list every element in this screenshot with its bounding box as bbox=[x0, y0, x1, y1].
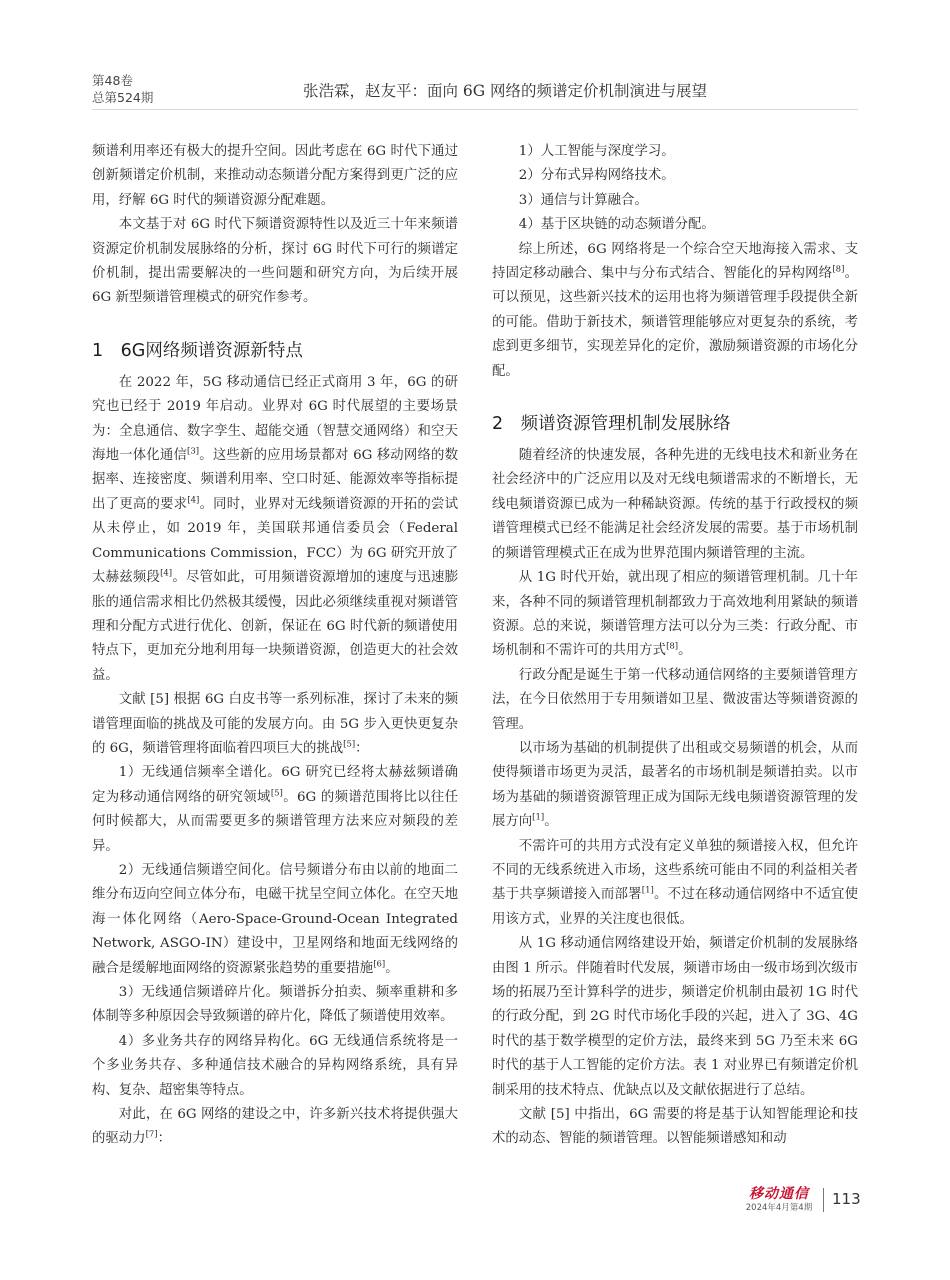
list-item: 4）多业务共存的网络异构化。6G 无线通信系统将是一个多业务共存、多种通信技术融合的异构网络系统，具有异构、复杂、超密集等特点。 bbox=[92, 1033, 458, 1098]
list-item bbox=[92, 761, 458, 859]
citation: [6] bbox=[373, 959, 386, 970]
section-heading-1: 1 6G网络频谱资源新特点 bbox=[92, 340, 303, 361]
text-span: 。 bbox=[385, 960, 399, 976]
text-span: 。 bbox=[678, 643, 692, 659]
paragraph bbox=[92, 371, 458, 688]
text-span: 在 2022 年，5G 移动通信已经正式商用 3 年，6G 的研究也已经于 2019 年启动。业界对 6G 时代展望的主要场景为：全息通信、数字孪生、超能交通（智慧交通网络）和空天海地一体化通信 bbox=[92, 374, 458, 464]
footer-divider bbox=[823, 1188, 824, 1212]
text-span: 1）无线通信频率全谱化。6G 研究已经将太赫兹频谱确定为移动通信网络的研究领域 bbox=[92, 765, 458, 805]
list-item: 4）基于区块链的动态频谱分配。 bbox=[518, 217, 715, 233]
text-span: 。同时，业界对无线频谱资源的开拓的尝试从未停止，如 2019 年，美国联邦通信委员会（Federal Communications Commission，FCC）为 6G 研究开放了太赫兹频段 bbox=[92, 496, 459, 586]
text-span: 。尽管如此，可用频谱资源增加的速度与迅速膨胀的通信需求相比仍然极其缓慢，因此必须继续重视对频谱管理和分配方式进行优化、创新，保证在 6G 时代新的频谱使用特点下，更加充分地利用每一块频谱资源，创造更大的社会效益。 bbox=[92, 570, 459, 683]
paragraph: 频谱利用率还有极大的提升空间。因此考虑在 6G 时代下通过创新频谱定价机制，来推动动态频谱分配方案得到更广泛的应用，纾解 6G 时代的频谱资源分配难题。 bbox=[92, 144, 458, 208]
list-item: 2）分布式异构网络技术。 bbox=[518, 168, 675, 184]
paragraph bbox=[492, 238, 858, 384]
citation: [1] bbox=[641, 885, 654, 896]
citation: [4] bbox=[160, 568, 173, 579]
list-item: 3）通信与计算融合。 bbox=[518, 192, 648, 208]
paragraph bbox=[492, 835, 858, 933]
text-span: ： bbox=[355, 740, 369, 756]
text-span: 以市场为基础的机制提供了出租或交易频谱的机会，从而使得频谱市场更为灵活，最著名的市场机制是频谱拍卖。以市场为基础的频谱资源管理正成为国际无线电频谱资源管理的发展方向 bbox=[492, 740, 858, 830]
text-span: 。 bbox=[544, 814, 558, 830]
paragraph: 行政分配是诞生于第一代移动通信网络的主要频谱管理方法，在今日依然用于专用频谱如卫星、微波雷达等频谱资源的管理。 bbox=[492, 667, 858, 732]
list-item bbox=[92, 859, 458, 981]
citation: [3] bbox=[187, 446, 200, 457]
citation: [4] bbox=[187, 495, 200, 506]
journal-logo bbox=[742, 1186, 816, 1214]
paragraph: 文献 [5] 中指出，6G 需要的将是基于认知智能理论和技术的动态、智能的频谱管理。以智能频谱感知和动 bbox=[492, 1107, 858, 1147]
issue-total: 总第524期 bbox=[92, 90, 154, 105]
paragraph: 本文基于对 6G 时代下频谱资源特性以及近三十年来频谱资源定价机制发展脉络的分析，探讨 6G 时代下可行的频谱定价机制，提出需要解决的一些问题和研究方向，为后续开展 6G 新型频谱管理模式的研究作参考。 bbox=[92, 217, 458, 306]
paragraph bbox=[492, 566, 858, 664]
page-number: 113 bbox=[832, 1190, 861, 1208]
citation: [7] bbox=[145, 1129, 158, 1140]
section-heading-2: 2 频谱资源管理机制发展脉络 bbox=[492, 414, 731, 435]
citation: [5] bbox=[270, 788, 283, 799]
paragraph bbox=[92, 1103, 458, 1152]
paragraph: 从 1G 移动通信网络建设开始，频谱定价机制的发展脉络由图 1 所示。伴随着时代发展，频谱市场由一级市场到次级市场的拓展乃至计算科学的进步，频谱定价机制由最初 1G 时代的行政分配，到 2G 时代市场化手段的兴起，进入了 3G、4G 时代的基于数学模型的定价方法，最终来到 5G 乃至未来 6G 时代的基于人工智能的定价方法。表 1 对业界已有频谱定价机制采用的技术特点、优缺点以及文献依据进行了总结。 bbox=[492, 936, 858, 1098]
running-title: 张浩霖，赵友平：面向 6G 网络的频谱定价机制演进与展望 bbox=[302, 82, 708, 100]
text-span: 。这些新的应用场景都对 6G 移动网络的数据率、连接密度、频谱利用率、空口时延、能源效率等指标提出了更高的要求 bbox=[92, 448, 459, 512]
journal-logo-text: 移动通信 bbox=[749, 1186, 809, 1202]
text-span: 从 1G 时代开始，就出现了相应的频谱管理机制。几十年来，各种不同的频谱管理机制都致力于高效地利用紧缺的频谱资源。总的来说，频谱管理方法可以分为三类：行政分配、市场机制和不需许可的共用方式 bbox=[492, 570, 858, 659]
text-span: 。可以预见，这些新兴技术的运用也将为频谱管理手段提供全新的可能。借助于新技术，频谱管理能够应对更复杂的系统，考虑到更多细节，实现差异化的定价，激励频谱资源的市场化分配。 bbox=[492, 266, 859, 379]
citation: [1] bbox=[532, 812, 545, 823]
list-item: 1）人工智能与深度学习。 bbox=[518, 144, 675, 159]
page-header bbox=[0, 0, 950, 112]
citation: [8] bbox=[666, 641, 679, 652]
issue-date: 2024年4月第4期 bbox=[745, 1203, 813, 1213]
citation: [5] bbox=[343, 739, 356, 750]
text-span: 对此，在 6G 网络的建设之中，许多新兴技术将提供强大的驱动力 bbox=[92, 1107, 458, 1147]
text-span: 。不过在移动通信网络中不适宜使用该方式，业界的关注度也很低。 bbox=[492, 887, 858, 927]
header-divider bbox=[92, 109, 858, 110]
paragraph bbox=[492, 737, 858, 835]
text-span: ： bbox=[157, 1131, 171, 1147]
paragraph bbox=[92, 688, 458, 761]
text-span: 2）无线通信频谱空间化。信号频谱分布由以前的地面二维分布迈向空间立体分布，电磁干扰呈空间立体化。在空天地海一体化网络（Aero-Space-Ground-Ocean Integrated Network, ASGO-IN）建设中，卫星网络和地面无线网络的融合是缓解地面网络的资源紧张趋势的重要措施 bbox=[92, 862, 458, 976]
text-span: 文献 [5] 根据 6G 白皮书等一系列标准，探讨了未来的频谱管理面临的挑战及可能的发展方向。由 5G 步入更快更复杂的 6G，频谱管理将面临着四项巨大的挑战 bbox=[92, 692, 458, 756]
text-span: 不需许可的共用方式没有定义单独的频谱接入权，但允许不同的无线系统进入市场，这些系统可能由不同的利益相关者基于共享频谱接入而部署 bbox=[492, 838, 858, 903]
paragraph: 随着经济的快速发展，各种先进的无线电技术和新业务在社会经济中的广泛应用以及对无线电频谱需求的不断增长，无线电频谱资源已成为一种稀缺资源。传统的基于行政授权的频谱管理模式已经不能满足社会经济发展的需要。基于市场机制的频谱管理模式正在成为世界范围内频谱管理的主流。 bbox=[492, 448, 858, 561]
text-span: 综上所述，6G 网络将是一个综合空天地海接入需求、支持固定移动融合、集中与分布式结合、智能化的异构网络 bbox=[492, 241, 858, 282]
text-span: 。6G 的频谱范围将比以往任何时候都大，从而需要更多的频谱管理方法来应对频段的差异。 bbox=[92, 789, 458, 854]
left-column bbox=[92, 140, 458, 1152]
right-column bbox=[492, 140, 858, 1152]
list-item: 3）无线通信频谱碎片化。频谱拆分拍卖、频率重耕和多体制等多种原因会导致频谱的碎片化，降低了频谱使用效率。 bbox=[92, 985, 458, 1025]
citation: [8] bbox=[832, 264, 845, 275]
volume-number: 第48卷 bbox=[92, 73, 133, 88]
